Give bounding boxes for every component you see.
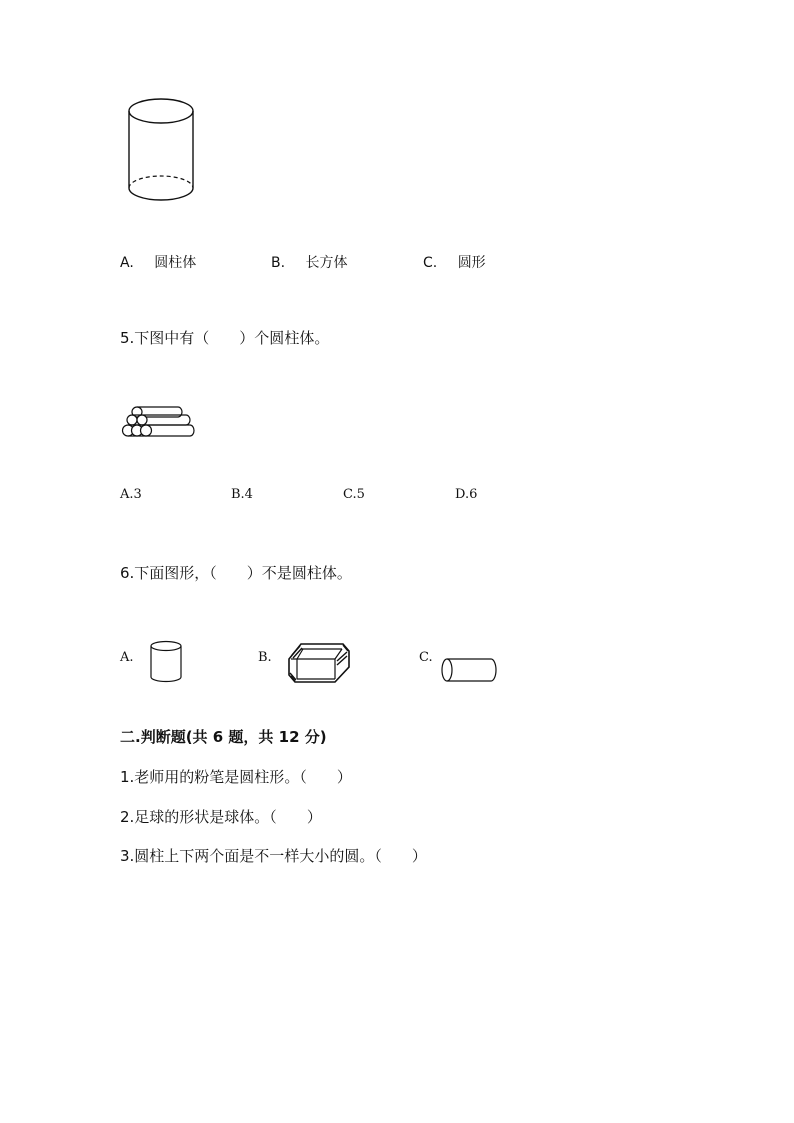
option-text: 圆柱体 [154, 255, 197, 271]
short-cylinder-icon [149, 640, 185, 684]
lying-cylinder-icon [440, 657, 500, 685]
section-heading: 二.判断题(共 6 题，共 12 分) [120, 728, 327, 746]
question-5: 5.下图中有（ ）个圆柱体。 [120, 329, 330, 347]
option-letter: C. [423, 255, 438, 271]
option-c[interactable]: C.5 [343, 487, 365, 502]
judgment-item-3: 3.圆柱上下两个面是不一样大小的圆。（ ） [120, 847, 427, 865]
option-a[interactable] [120, 252, 196, 272]
option-text: 长方体 [305, 255, 348, 271]
option-c-label[interactable]: C. [419, 650, 433, 665]
beveled-box-icon [287, 641, 351, 685]
option-letter: A. [120, 255, 134, 271]
option-b[interactable] [271, 252, 348, 272]
option-d[interactable]: D.6 [455, 487, 478, 502]
option-c[interactable] [423, 252, 486, 272]
cylinder-icon [126, 96, 198, 206]
option-b[interactable]: B.4 [231, 487, 253, 502]
option-letter: B. [271, 255, 286, 271]
option-text: 圆形 [457, 255, 486, 271]
question-6: 6.下面图形，（ ）不是圆柱体。 [120, 564, 352, 582]
option-a-label[interactable]: A. [120, 650, 134, 665]
judgment-item-2: 2.足球的形状是球体。（ ） [120, 808, 322, 826]
option-a[interactable]: A.3 [120, 487, 142, 502]
stacked-cylinders-icon [120, 404, 196, 442]
option-b-label[interactable]: B. [258, 650, 272, 665]
judgment-item-1: 1.老师用的粉笔是圆柱形。（ ） [120, 768, 352, 786]
